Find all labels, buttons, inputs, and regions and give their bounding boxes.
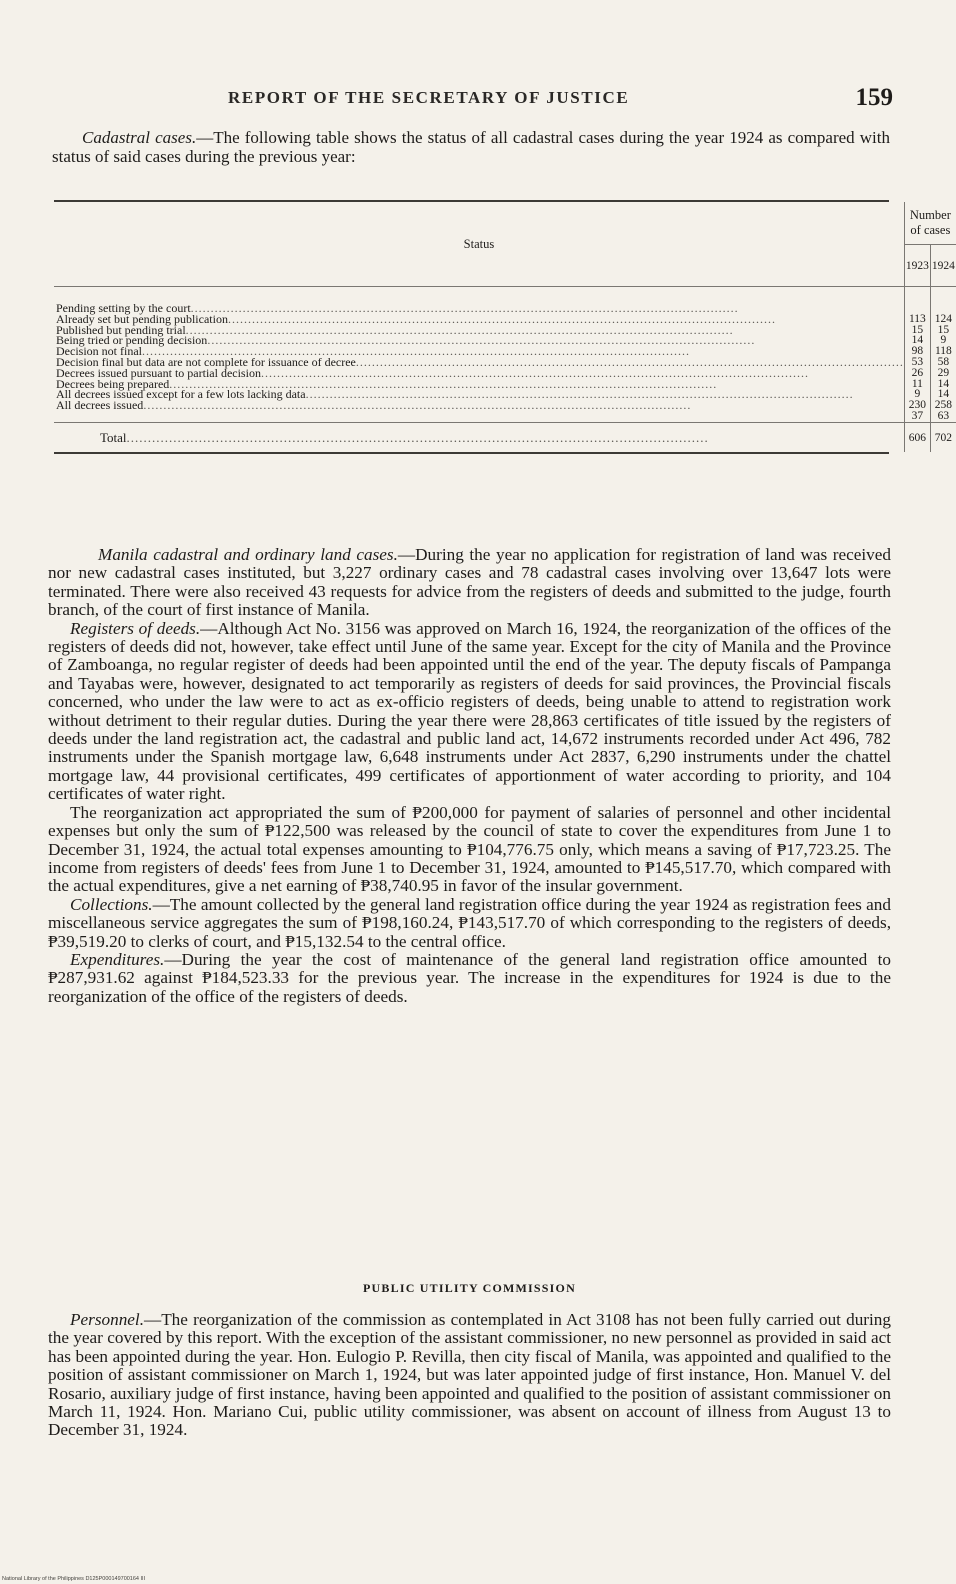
scan-credit: National Library of the Philippines D125P000149700164 III — [2, 1576, 146, 1582]
row-label: All decrees issued except for a few lots lacking data — [56, 387, 306, 402]
table-row: Pending setting by the court......................................................................................................................................... — [54, 287, 956, 314]
table-row: Decrees issued pursuant to partial decision......................................................................................................................................... 26 29 — [54, 368, 956, 379]
paragraph-text: —During the year no application for registration of land was received nor new cadastral cases instituted, but 3,227 ordinary cases and 78 cadastral cases involving over 13,647 lots were terminated. There were also received 43 requests for advice from the registers of deeds and submitted to the judge, fourth branch, of the court of first instance of Manila. — [48, 545, 891, 620]
table-row: All decrees issued except for a few lots lacking data......................................................................................................................................... 9 14 — [54, 389, 956, 400]
running-head: REPORT OF THE SECRETARY OF JUSTICE — [228, 88, 630, 107]
value-1923: 14 — [904, 335, 930, 346]
paragraph-lead: Personnel. — [70, 1310, 144, 1329]
total-1923: 606 — [904, 422, 930, 452]
value-1924: 14 — [937, 388, 950, 401]
row-label: All decrees issued — [56, 398, 144, 413]
value-1923: 53 — [904, 357, 930, 368]
paragraph-lead: Expenditures. — [70, 949, 165, 969]
paragraph-text: —The amount collected by the general land registration office during the year 1924 as registration fees and miscellaneous service aggregates the sum of ₱198,160.24, ₱143,517.70 of which corresponding to the registers of deeds, ₱39,519.20 to clerks of court, and ₱15,132.54 to the central office. — [48, 894, 891, 951]
year-header-1924: 1924 — [930, 245, 956, 287]
total-row: Total......................................................................................................................................... 606 702 — [54, 422, 956, 452]
row-label: Being tried or pending decision — [56, 333, 208, 348]
row-label: Decision not final — [56, 344, 142, 359]
table-row: All decrees issued......................................................................................................................................... 230 258 — [54, 400, 956, 411]
row-label: Published but pending trial — [56, 322, 186, 337]
cadastral-cases-table — [54, 200, 955, 454]
paragraph-collections — [48, 896, 891, 951]
table-row: Decision not final......................................................................................................................................... 98 118 — [54, 346, 956, 357]
value-1924: 29 — [937, 366, 950, 379]
value-1923: 9 — [904, 389, 930, 400]
value-1924: 14 — [937, 377, 950, 390]
table-row: Already set but pending publication......................................................................................................................................... 113 124 — [54, 314, 956, 325]
value-1924: 58 — [937, 355, 950, 368]
paragraph-expenditures — [48, 951, 891, 1006]
paragraph-reorganization — [48, 804, 891, 896]
intro-lead: Cadastral cases. — [82, 128, 197, 147]
table-row: Published but pending trial......................................................................................................................................... 15 15 — [54, 325, 956, 336]
section-body — [48, 1311, 891, 1440]
value-1923: 230 — [904, 400, 930, 411]
total-1924: 702 — [930, 422, 956, 452]
total-label: Total — [100, 429, 127, 445]
value-1924: 124 — [934, 312, 952, 325]
value-1923: 15 — [904, 325, 930, 336]
paragraph-lead: Manila cadastral and ordinary land cases. — [98, 545, 398, 564]
table-row: Being tried or pending decision......................................................................................................................................... 14 9 — [54, 335, 956, 346]
value-1923 — [904, 287, 930, 314]
row-label: Already set but pending publication — [56, 311, 228, 326]
page-header — [48, 84, 893, 114]
row-label: Decision final but data are not complete for issuance of decree — [56, 354, 356, 369]
year-header-1923: 1923 — [904, 245, 930, 287]
body-text — [48, 546, 891, 1006]
value-1924: 9 — [940, 334, 947, 347]
table-row — [54, 411, 956, 422]
row-label: Decrees being prepared — [56, 376, 170, 391]
value-1923: 37 — [904, 411, 930, 422]
intro-text: —The following table shows the status of all cadastral cases during the year 1924 as compared with status of said cases during the previous year: — [52, 128, 890, 166]
paragraph-text: —Although Act No. 3156 was approved on March 16, 1924, the reorganization of the offices of the registers of deeds did not, however, take effect until June of the same year. Except for the city of Manila and the Province of Zamboanga, no regular register of deeds had been appointed until the end of the year. The deputy fiscals of Pampanga and Tayabas were, however, designated to act temporarily as registers of deeds for said provinces, the Provincial fiscals concerned, who under the law were to act as ex-officio registers of deeds, being unable to attend to registration work without detriment to their regular duties. During the year there were 28,863 certificates of title issued by the registers of deeds under the land registration act, the cadastral and public land act, 14,672 instruments recorded under Act 496, 782 instruments under the Spanish mortgage law, 6,648 instruments under Act 2837, 6,290 instruments under the chattel mortgage law, 44 provisional certificates, 499 certificates of apportionment of water according to priority, and 104 certificates of water right. — [48, 618, 891, 804]
paragraph-lead: Collections. — [70, 894, 153, 914]
value-1924: 63 — [937, 409, 950, 422]
table-row: Decision final but data are not complete for issuance of decree......................................................................................................................................... 53 58 — [54, 357, 956, 368]
value-1924: 15 — [937, 323, 950, 336]
paragraph-text: —The reorganization of the commission as contemplated in Act 3108 has not been fully carried out during the year covered by this report. With the exception of the assistant commissioner, no new personnel as provided in said act has been appointed during the year. Hon. Eulogio P. Revilla, then city fiscal of Manila, was appointed and qualified to the position of assistant commissioner on March 1, 1924, but was later appointed judge of first instance, Hon. Manuel V. del Rosario, auxiliary judge of first instance, having been appointed and qualified to the position of assistant commissioner on March 11, 1924. Hon. Mariano Cui, public utility commissioner, was absent on account of illness from August 13 to December 31, 1924. — [48, 1310, 891, 1440]
value-1923: 26 — [904, 368, 930, 379]
paragraph-text: The reorganization act appropriated the sum of ₱200,000 for payment of salaries of personnel and other incidental expenses but only the sum of ₱122,500 was released by the council of state to cover the expenditures from June 1 to December 31, 1924, the actual total expenses amounting to ₱104,776.75 only, which means a saving of ₱17,723.25. The income from registers of deeds' fees from June 1 to December 31, 1924, amounted to ₱145,517.70, which compared with the actual expenditures, give a net earning of ₱38,740.95 in favor of the insular government. — [48, 802, 891, 896]
paragraph-personnel — [48, 1311, 891, 1440]
paragraph-text: —During the year the cost of maintenance of the general land registration office amounted to ₱287,931.62 against ₱184,523.33 for the previous year. The increase in the expenditures for 1924 is due to the reorganization of the office of the registers of deeds. — [48, 949, 891, 1006]
paragraph-lead: Registers of deeds. — [70, 618, 201, 638]
number-of-cases-header: Number of cases — [904, 202, 956, 245]
paragraph-manila-cases — [48, 546, 891, 620]
status-column-header: Status — [54, 202, 904, 287]
value-1924 — [930, 287, 956, 314]
table-bottom-rule — [54, 452, 889, 454]
page-number: 159 — [855, 84, 893, 111]
paragraph-registers-of-deeds — [48, 620, 891, 804]
value-1924: 258 — [934, 399, 952, 412]
row-label: Pending setting by the court — [56, 301, 191, 315]
value-1923: 113 — [904, 314, 930, 325]
section-heading: PUBLIC UTILITY COMMISSION — [363, 1281, 576, 1295]
row-label: Decrees issued pursuant to partial decision — [56, 365, 261, 380]
value-1923: 98 — [904, 346, 930, 357]
value-1923: 11 — [904, 379, 930, 390]
value-1924: 118 — [934, 345, 952, 358]
intro-paragraph — [52, 128, 890, 166]
table-row: Decrees being prepared......................................................................................................................................... 11 14 — [54, 379, 956, 390]
